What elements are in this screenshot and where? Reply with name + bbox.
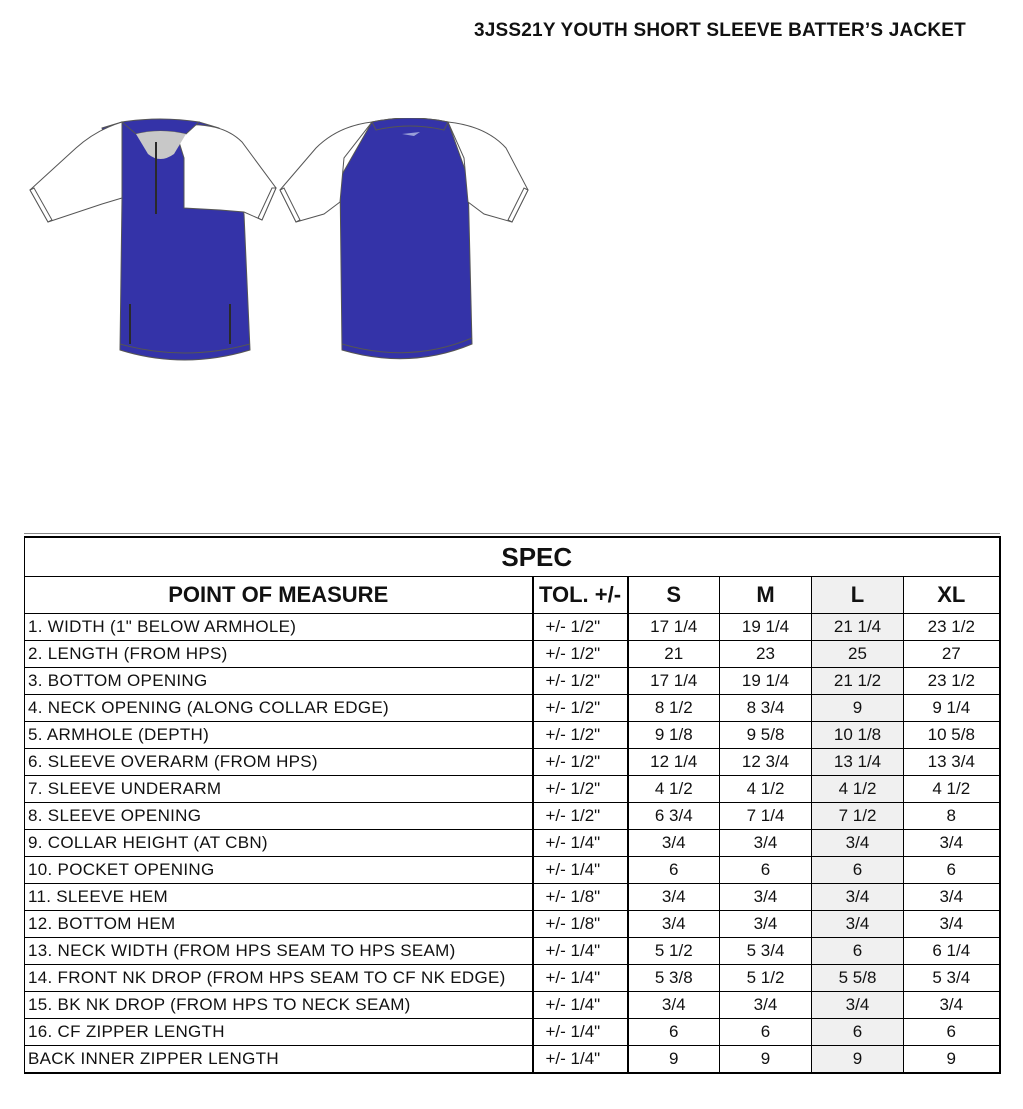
pom-cell: 1. WIDTH (1" BELOW ARMHOLE)	[25, 614, 533, 641]
size-xl-value: 6	[904, 857, 1000, 884]
size-s-value: 12 1/4	[628, 749, 720, 776]
spec-row	[25, 830, 1000, 857]
size-l-value: 4 1/2	[812, 776, 904, 803]
pom-header: POINT OF MEASURE	[25, 577, 533, 614]
size-m-value: 5 1/2	[720, 965, 812, 992]
size-l-value: 9	[812, 695, 904, 722]
size-xl-value: 23 1/2	[904, 614, 1000, 641]
size-s-value: 17 1/4	[628, 614, 720, 641]
size-l-value: 5 5/8	[812, 965, 904, 992]
size-m-value: 9 5/8	[720, 722, 812, 749]
tolerance-cell: +/- 1/2"	[533, 695, 628, 722]
tolerance-cell: +/- 1/8"	[533, 884, 628, 911]
tolerance-cell: +/- 1/4"	[533, 1019, 628, 1046]
pom-cell: 10. POCKET OPENING	[25, 857, 533, 884]
spec-row	[25, 668, 1000, 695]
back-body-panel	[340, 118, 472, 359]
size-m-value: 8 3/4	[720, 695, 812, 722]
tolerance-cell: +/- 1/2"	[533, 749, 628, 776]
size-s-value: 3/4	[628, 992, 720, 1019]
spec-table	[24, 536, 1001, 1074]
pom-cell: 9. COLLAR HEIGHT (AT CBN)	[25, 830, 533, 857]
size-l-value: 25	[812, 641, 904, 668]
size-l-value: 3/4	[812, 911, 904, 938]
size-xl-value: 9	[904, 1046, 1000, 1074]
spec-row	[25, 803, 1000, 830]
spec-row	[25, 857, 1000, 884]
size-xl-value: 8	[904, 803, 1000, 830]
size-xl-value: 4 1/2	[904, 776, 1000, 803]
size-xl-value: 3/4	[904, 830, 1000, 857]
spec-header: SPEC	[25, 537, 1000, 577]
tolerance-cell: +/- 1/2"	[533, 722, 628, 749]
pom-cell: 4. NECK OPENING (ALONG COLLAR EDGE)	[25, 695, 533, 722]
size-m-value: 23	[720, 641, 812, 668]
size-s-value: 3/4	[628, 830, 720, 857]
size-xl-value: 9 1/4	[904, 695, 1000, 722]
size-s-value: 17 1/4	[628, 668, 720, 695]
pom-cell: 16. CF ZIPPER LENGTH	[25, 1019, 533, 1046]
spec-row	[25, 614, 1000, 641]
size-m-value: 3/4	[720, 830, 812, 857]
size-l-value: 13 1/4	[812, 749, 904, 776]
size-l-value: 6	[812, 1019, 904, 1046]
size-l-value: 6	[812, 857, 904, 884]
size-m-value: 12 3/4	[720, 749, 812, 776]
size-l-value: 6	[812, 938, 904, 965]
size-header-s: S	[628, 577, 720, 614]
pom-cell: 7. SLEEVE UNDERARM	[25, 776, 533, 803]
spec-row	[25, 1046, 1000, 1074]
size-m-value: 6	[720, 1019, 812, 1046]
size-s-value: 4 1/2	[628, 776, 720, 803]
pom-cell: 11. SLEEVE HEM	[25, 884, 533, 911]
pom-cell: 8. SLEEVE OPENING	[25, 803, 533, 830]
size-header-xl: XL	[904, 577, 1000, 614]
pom-cell: 5. ARMHOLE (DEPTH)	[25, 722, 533, 749]
tolerance-cell: +/- 1/4"	[533, 1046, 628, 1074]
size-xl-value: 3/4	[904, 911, 1000, 938]
tolerance-cell: +/- 1/2"	[533, 641, 628, 668]
pom-cell: BACK INNER ZIPPER LENGTH	[25, 1046, 533, 1074]
size-xl-value: 5 3/4	[904, 965, 1000, 992]
spec-row	[25, 884, 1000, 911]
size-m-value: 6	[720, 857, 812, 884]
size-m-value: 9	[720, 1046, 812, 1074]
pom-cell: 2. LENGTH (FROM HPS)	[25, 641, 533, 668]
tolerance-cell: +/- 1/2"	[533, 668, 628, 695]
size-s-value: 9 1/8	[628, 722, 720, 749]
size-s-value: 8 1/2	[628, 695, 720, 722]
tolerance-cell: +/- 1/4"	[533, 938, 628, 965]
pom-cell: 6. SLEEVE OVERARM (FROM HPS)	[25, 749, 533, 776]
size-m-value: 19 1/4	[720, 614, 812, 641]
spec-row	[25, 965, 1000, 992]
size-xl-value: 27	[904, 641, 1000, 668]
size-m-value: 4 1/2	[720, 776, 812, 803]
size-header-m: M	[720, 577, 812, 614]
spec-row	[25, 695, 1000, 722]
spec-row	[25, 1019, 1000, 1046]
size-s-value: 5 3/8	[628, 965, 720, 992]
pom-cell: 3. BOTTOM OPENING	[25, 668, 533, 695]
size-s-value: 5 1/2	[628, 938, 720, 965]
tolerance-cell: +/- 1/2"	[533, 776, 628, 803]
tolerance-cell: +/- 1/4"	[533, 830, 628, 857]
size-s-value: 3/4	[628, 884, 720, 911]
tolerance-cell: +/- 1/2"	[533, 614, 628, 641]
size-m-value: 7 1/4	[720, 803, 812, 830]
size-xl-value: 23 1/2	[904, 668, 1000, 695]
tolerance-cell: +/- 1/4"	[533, 857, 628, 884]
size-m-value: 5 3/4	[720, 938, 812, 965]
size-m-value: 3/4	[720, 992, 812, 1019]
size-s-value: 9	[628, 1046, 720, 1074]
size-xl-value: 6	[904, 1019, 1000, 1046]
size-xl-value: 3/4	[904, 884, 1000, 911]
size-xl-value: 13 3/4	[904, 749, 1000, 776]
size-l-value: 9	[812, 1046, 904, 1074]
spec-row	[25, 776, 1000, 803]
front-right-sleeve	[174, 125, 276, 220]
table-top-rule	[24, 533, 1000, 534]
tol-header: TOL. +/-	[533, 577, 628, 614]
size-header-l: L	[812, 577, 904, 614]
spec-row	[25, 911, 1000, 938]
document-title: 3JSS21Y YOUTH SHORT SLEEVE BATTER’S JACKET	[474, 20, 966, 41]
size-m-value: 19 1/4	[720, 668, 812, 695]
tolerance-cell: +/- 1/4"	[533, 965, 628, 992]
size-l-value: 10 1/8	[812, 722, 904, 749]
size-xl-value: 10 5/8	[904, 722, 1000, 749]
column-header-row	[25, 577, 1000, 614]
size-m-value: 3/4	[720, 911, 812, 938]
size-l-value: 3/4	[812, 992, 904, 1019]
size-l-value: 21 1/2	[812, 668, 904, 695]
spec-row	[25, 749, 1000, 776]
tolerance-cell: +/- 1/8"	[533, 911, 628, 938]
size-l-value: 3/4	[812, 830, 904, 857]
spec-row	[25, 938, 1000, 965]
pom-cell: 14. FRONT NK DROP (FROM HPS SEAM TO CF NK EDGE)	[25, 965, 533, 992]
spec-row	[25, 992, 1000, 1019]
size-l-value: 3/4	[812, 884, 904, 911]
size-s-value: 6	[628, 1019, 720, 1046]
size-s-value: 6	[628, 857, 720, 884]
pom-cell: 13. NECK WIDTH (FROM HPS SEAM TO HPS SEAM)	[25, 938, 533, 965]
size-l-value: 7 1/2	[812, 803, 904, 830]
tolerance-cell: +/- 1/4"	[533, 992, 628, 1019]
size-xl-value: 3/4	[904, 992, 1000, 1019]
spec-row	[25, 722, 1000, 749]
size-s-value: 21	[628, 641, 720, 668]
size-l-value: 21 1/4	[812, 614, 904, 641]
pom-cell: 12. BOTTOM HEM	[25, 911, 533, 938]
size-s-value: 6 3/4	[628, 803, 720, 830]
size-s-value: 3/4	[628, 911, 720, 938]
size-xl-value: 6 1/4	[904, 938, 1000, 965]
spec-row	[25, 641, 1000, 668]
jacket-back-illustration	[276, 118, 532, 368]
size-m-value: 3/4	[720, 884, 812, 911]
tolerance-cell: +/- 1/2"	[533, 803, 628, 830]
pom-cell: 15. BK NK DROP (FROM HPS TO NECK SEAM)	[25, 992, 533, 1019]
jacket-front-illustration	[24, 118, 280, 368]
